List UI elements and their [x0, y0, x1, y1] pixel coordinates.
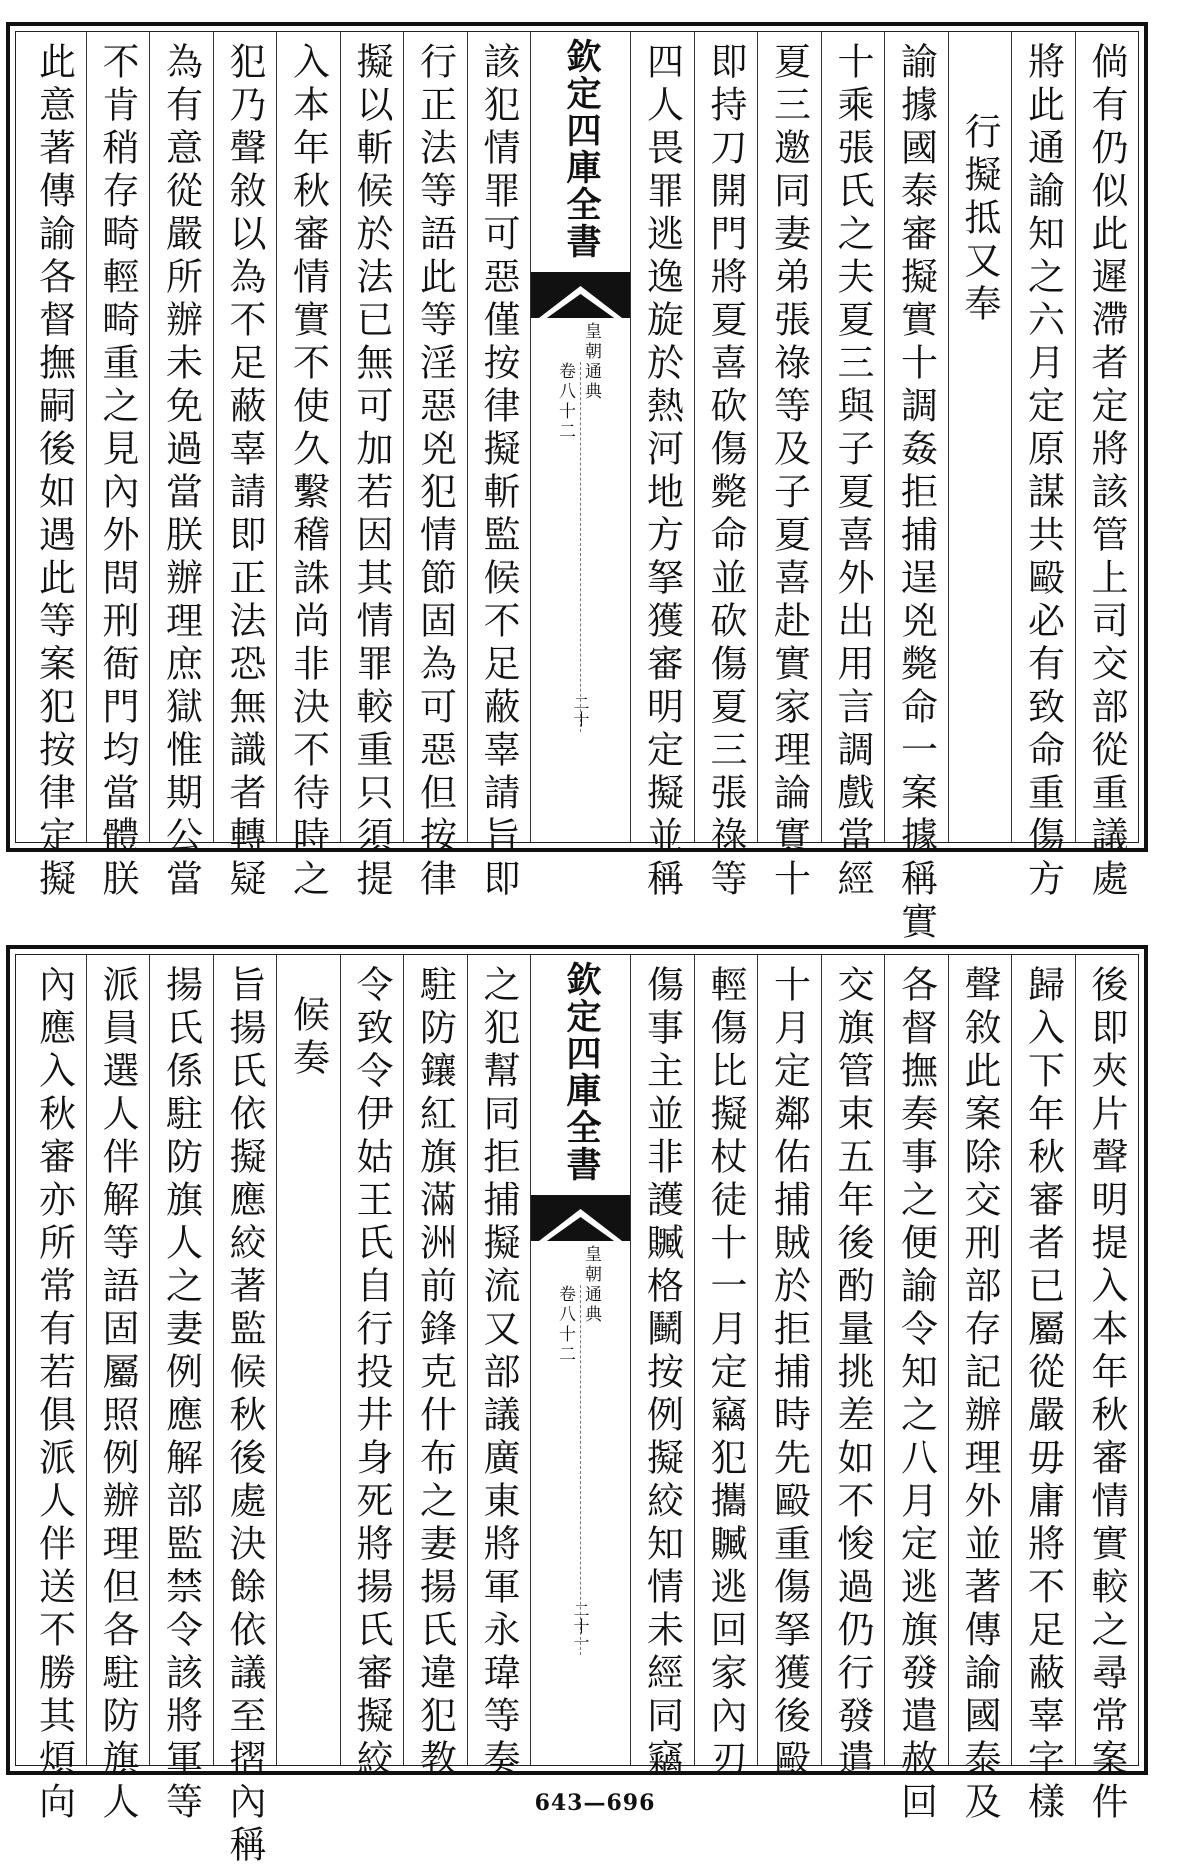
text-column — [22, 32, 86, 902]
column-text: 入本年秋審情實不使久繫稽誅尚非決不待時之 — [286, 42, 330, 902]
column-text: 內應入秋審亦所常有若俱派人伴送不勝其煩向 — [32, 965, 76, 1825]
folio-number: 二十 — [571, 695, 590, 727]
column-text: 十乘張氏之夫夏三與子夏喜外出用言調戲當經 — [831, 42, 874, 902]
column-text: 行正法等語此等淫惡兇犯情節固為可惡但按律 — [413, 42, 457, 902]
gutter-line — [580, 1285, 581, 1655]
column-text: 十月定鄰佑捕賊於拒捕時先毆重傷拏獲後毆 — [767, 965, 811, 1782]
text-column — [884, 955, 948, 1825]
text-column — [948, 32, 1012, 842]
juan-number: 卷八十二 — [555, 1285, 575, 1365]
folio-number: 二十一 — [571, 1602, 590, 1650]
book-title: 欽定四庫全書 — [561, 38, 602, 260]
text-column — [1075, 955, 1139, 1825]
text-column — [467, 32, 531, 902]
column-text: 擬以斬候於法已無可加若因其情罪較重只須提 — [350, 42, 393, 902]
column-text: 之犯幫同拒捕擬流又部議廣東將軍永瑋等奏 — [477, 965, 520, 1782]
text-column — [213, 32, 277, 902]
column-text: 四人畏罪逃逸旋於熱河地方拏獲審明定擬並稱 — [640, 42, 684, 902]
text-column — [403, 955, 467, 1782]
column-text: 為有意從嚴所辦未免過當朕辦理庶獄惟期公當 — [159, 42, 203, 902]
column-text: 將此通諭知之六月定原謀共毆必有致命重傷方 — [1021, 42, 1065, 902]
text-column — [694, 32, 758, 902]
column-text: 行擬抵又奉 — [958, 112, 1001, 327]
text-columns — [16, 32, 1138, 945]
text-column — [340, 32, 404, 902]
text-column — [149, 955, 213, 1825]
text-column — [821, 955, 885, 1782]
text-column — [694, 955, 758, 1782]
text-column — [86, 955, 150, 1825]
column-text: 犯乃聲敘以為不足蔽辜請即正法恐無識者轉疑 — [223, 42, 266, 902]
page-number: 643—696 — [534, 1790, 656, 1816]
text-column — [1075, 32, 1139, 902]
juan-number: 卷八十二 — [555, 362, 575, 442]
gutter-line — [580, 362, 581, 732]
text-column — [884, 32, 948, 945]
text-column — [149, 32, 213, 902]
page-panel-top — [6, 22, 1148, 945]
text-column — [948, 955, 1012, 1825]
column-text: 派員選人伴解等語固屬照例辦理但各駐防旗人 — [96, 965, 139, 1825]
column-text: 後即夾片聲明提入本年秋審情實較之尋常案件 — [1085, 965, 1128, 1825]
center-fold-column — [530, 32, 630, 842]
text-column — [86, 32, 150, 902]
column-text: 該犯情罪可惡僅按律擬斬監候不足蔽辜請旨即 — [477, 42, 520, 902]
text-column — [630, 955, 694, 1782]
section-title: 皇朝通典 — [581, 322, 601, 402]
column-text: 倘有仍似此遲滯者定將該管上司交部從重議處 — [1085, 42, 1128, 902]
fish-tail-ornament — [531, 272, 630, 318]
column-text: 令致令伊姑王氏自行投井身死將揚氏審擬絞 — [350, 965, 393, 1782]
text-column — [1011, 32, 1075, 902]
column-text: 聲敘此案除交刑部存記辦理外並著傳諭國泰及 — [958, 965, 1001, 1825]
column-text: 候奏 — [286, 995, 330, 1081]
text-column — [403, 32, 467, 902]
column-text: 不肯稍存畸輕畸重之見內外問刑衙門均當體朕 — [96, 42, 139, 902]
panel-inner-frame — [15, 31, 1139, 945]
column-text: 諭據國泰審擬實十調姦拒捕逞兇斃命一案據稱實 — [894, 42, 938, 945]
text-column — [22, 955, 86, 1825]
text-column — [276, 955, 340, 1765]
center-fold-column — [530, 955, 630, 1765]
column-text: 輕傷比擬杖徒十一月定竊犯攜贓逃回家內刃 — [704, 965, 747, 1782]
text-column — [467, 955, 531, 1782]
column-text: 揚氏係駐防旗人之妻例應解部監禁令該將軍等 — [159, 965, 203, 1825]
column-text: 旨揚氏依擬應絞著監候秋後處決餘依議至摺內稱 — [223, 965, 266, 1868]
book-title: 欽定四庫全書 — [561, 961, 602, 1183]
column-text: 各督撫奏事之便諭令知之八月定逃旗發遣赦回 — [894, 965, 938, 1825]
column-text: 夏三邀同妻弟張祿等及子夏喜赴實家理論實十 — [767, 42, 811, 902]
text-column — [1011, 955, 1075, 1825]
column-text: 傷事主並非護贓格鬭按例擬絞知情未經同竊 — [640, 965, 684, 1782]
fish-tail-ornament — [531, 1195, 630, 1241]
column-text: 駐防鑲紅旗滿洲前鋒克什布之妻揚氏違犯教 — [413, 965, 457, 1782]
text-column — [757, 955, 821, 1782]
section-title: 皇朝通典 — [581, 1245, 601, 1325]
text-column — [630, 32, 694, 902]
text-column — [340, 955, 404, 1782]
column-text: 即持刀開門將夏喜砍傷斃命並砍傷夏三張祿等 — [704, 42, 747, 902]
text-column — [757, 32, 821, 902]
column-text: 歸入下年秋審者已屬從嚴毋庸將不足蔽辜字樣 — [1021, 965, 1065, 1825]
text-column — [213, 955, 277, 1868]
column-text: 此意著傳諭各督撫嗣後如遇此等案犯按律定擬 — [32, 42, 76, 902]
column-text: 交旗管束五年後酌量挑差如不悛過仍行發遣 — [831, 965, 874, 1782]
text-column — [276, 32, 340, 902]
text-column — [821, 32, 885, 902]
